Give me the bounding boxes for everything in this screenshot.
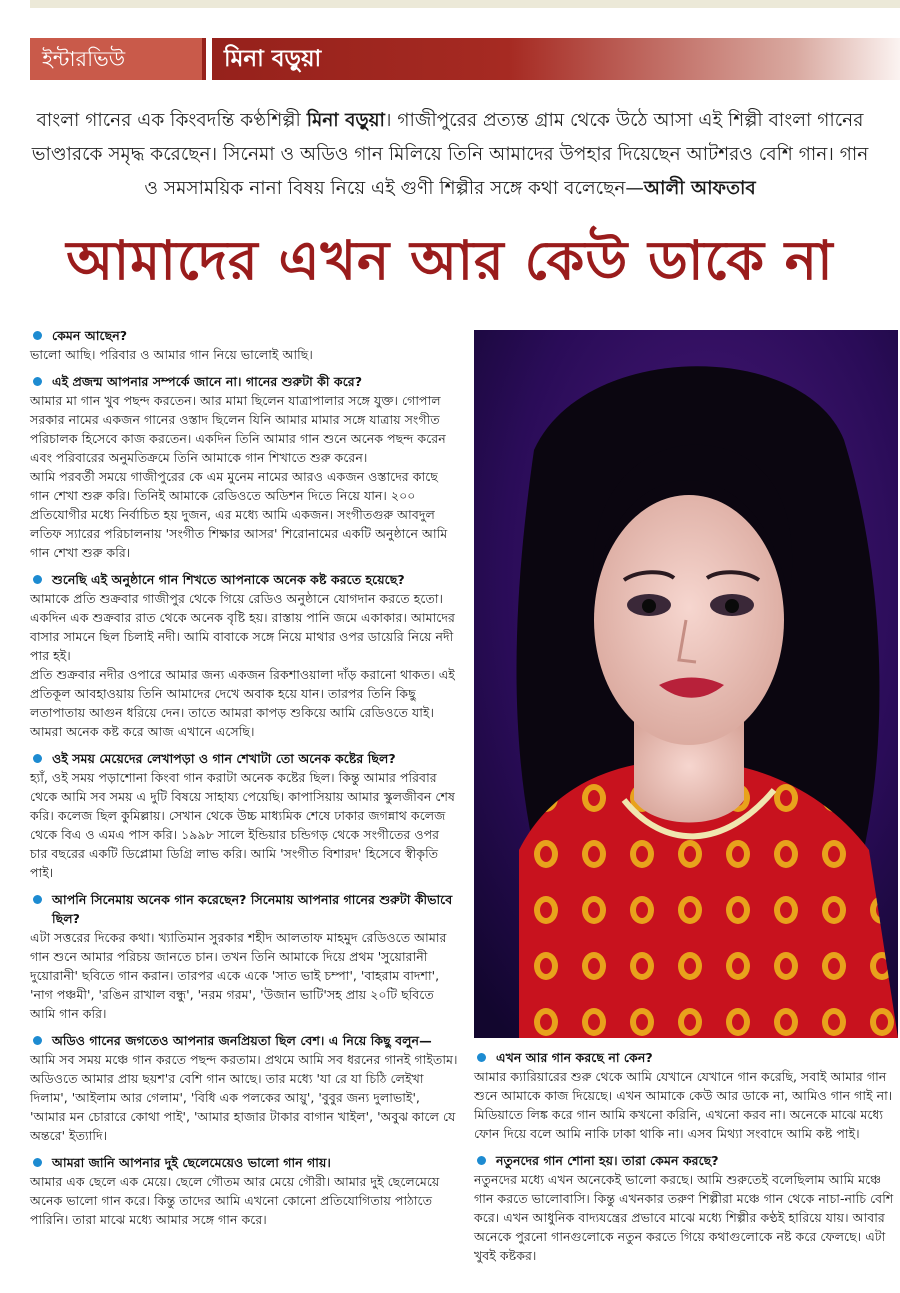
question-text: ওই সময় মেয়েদের লেখাপড়া ও গান শেখাটা তো অনেক কষ্টের ছিল? (52, 751, 396, 766)
headline: আমাদের এখন আর কেউ ডাকে না (66, 228, 834, 292)
question (474, 1151, 894, 1170)
singer-portrait (474, 330, 898, 1038)
bullet-icon (477, 1156, 486, 1165)
intro-text-2: । গাজীপুরের প্রত্যন্ত গ্রাম থেকে উঠে আসা এই শিল্পী বাংলা গানের ভাণ্ডারকে সমৃদ্ধ করেছেন। সিনেমা ও অডিও গান মিলিয়ে তিনি আমাদের উপহার দিয়েছেন আটশরও বেশি গান। গান ও সমসাময়িক নানা বিষয় নিয়ে এই গুণী শিল্পীর সঙ্গে কথা বলেছেন— (31, 110, 869, 199)
qa-block (30, 890, 458, 1023)
question-text: এই প্রজন্ম আপনার সম্পর্কে জানে না। গানের শুরুটা কী করে? (52, 374, 363, 389)
bullet-icon (33, 575, 42, 584)
question-text: আপনি সিনেমায় অনেক গান করেছেন? সিনেমায় আপনার গানের শুরুটা কীভাবে ছিল? (52, 892, 453, 926)
portrait-illustration (474, 330, 898, 1038)
section-banner (30, 38, 900, 80)
question (30, 372, 458, 391)
answer-continued: আমি পরবর্তী সময়ে গাজীপুরের কে এম মুনেম নামের আরও একজন ওস্তাদের কাছে গান শেখা শুরু করি। তিনিই আমাকে রেডিওতে অডিশন দিতে নিয়ে যান। ২০০ প্রতিযোগীর মধ্যে নির্বাচিত হয় দুজন, এর মধ্যে আমি একজন। সংগীতগুরু আবদুল লতিফ স্যারের পরিচালনায় 'সংগীত শিক্ষার আসর' শিরোনামের একটি অনুষ্ঠানে আমি গান শেখা শুরু করি। (30, 469, 448, 560)
qa-block (30, 1153, 458, 1229)
qa-block (474, 1151, 894, 1265)
question (30, 749, 458, 768)
qa-block (30, 749, 458, 882)
qa-block (30, 1031, 458, 1145)
intro-text-1: বাংলা গানের এক কিংবদন্তি কণ্ঠশিল্পী (36, 110, 307, 131)
intro-paragraph (30, 104, 870, 206)
question (30, 326, 458, 345)
answer: আমি সব সময় মঞ্চে গান করতে পছন্দ করতাম। প্রথমে আমি সব ধরনের গানই গাইতাম। অডিওতে আমার প্রায় ছয়শ'র বেশি গান আছে। তার মধ্যে 'যা রে যা চিঠি লেইখা দিলাম', 'আইলাম আর গেলাম', 'বিধি এক পলকের আয়ু', 'বুবুর জন্য দুলাভাই', 'আমার মন চোরারে কোথা পাই', 'আমার হাজার টাকার বাগান খাইল', 'অবুঝ কালে যে অন্তরে' ইত্যাদি। (30, 1052, 458, 1143)
intro-interviewer: আলী আফতাব (643, 178, 756, 199)
top-rule (30, 0, 900, 8)
answer: আমার মা গান খুব পছন্দ করতেন। আর মামা ছিলেন যাত্রাপালার সঙ্গে যুক্ত। গোপাল সরকার নামের একজন গানের ওস্তাদ ছিলেন যিনি আমার মামার সঙ্গে যাত্রায় সংগীত পরিচালক হিসেবে কাজ করতেন। একদিন তিনি আমার গান শুনে অনেক পছন্দ করেন এবং পরিবারের অনুমতিক্রমে তিনি আমাকে গান শিখাতে শুরু করেন। (30, 393, 446, 465)
question (30, 1153, 458, 1172)
banner-divider (206, 38, 212, 80)
question (30, 570, 458, 589)
answer: নতুনদের মধ্যে এখন অনেকেই ভালো করছে। আমি শুরুতেই বলেছিলাম আমি মঞ্চে গান করতে ভালোবাসি। কিন্তু এখনকার তরুণ শিল্পীরা মঞ্চে গান থেকে নাচা-নাচি বেশি করে। এখন আধুনিক বাদ্যযন্ত্রের প্রভাবে মাঝে মধ্যে শিল্পীর কণ্ঠই হারিয়ে যায়। আবার অনেকে পুরনো গানগুলোকে নতুন করতে গিয়ে কথাগুলোকে নষ্ট করে ফেলছে। এটা খুবই কষ্টকর। (474, 1172, 894, 1263)
section-label: ইন্টারভিউ (30, 38, 202, 80)
right-column (474, 1048, 894, 1273)
bullet-icon (33, 895, 42, 904)
question (30, 1031, 458, 1050)
question-text: শুনেছি এই অনুষ্ঠানে গান শিখতে আপনাকে অনেক কষ্ট করতে হয়েছে? (52, 572, 405, 587)
answer: আমাকে প্রতি শুক্রবার গাজীপুর থেকে গিয়ে রেডিও অনুষ্ঠানে যোগদান করতে হতো। একদিন এক শুক্রবার রাত থেকে অনেক বৃষ্টি হয়। রাস্তায় পানি জমে একাকার। আমাদের বাসার সামনে ছিল চিলাই নদী। আমি বাবাকে সঙ্গে নিয়ে মাথার ওপর ডায়েরি নিয়ে নদী পার হই। (30, 591, 455, 663)
left-column (30, 326, 458, 1237)
question-text: কেমন আছেন? (52, 328, 128, 343)
question-text: আমরা জানি আপনার দুই ছেলেমেয়েও ভালো গান গায়। (52, 1155, 331, 1170)
answer-continued: প্রতি শুক্রবার নদীর ওপারে আমার জন্য একজন রিকশাওয়ালা দাঁড় করানো থাকত। এই প্রতিকূল আবহাওয়ায় তিনি আমাদের দেখে অবাক হয়ে যান। তারপর তিনি কিছু লতাপাতায় আগুন ধরিয়ে দেন। তাতে আমরা কাপড় শুকিয়ে আমি রেডিওতে যাই। আমরা অনেক কষ্ট করে আজ এখানে এসেছি। (30, 667, 455, 739)
bullet-icon (33, 1158, 42, 1167)
qa-block (474, 1048, 894, 1143)
intro-singer-name: মিনা বড়ুয়া (306, 110, 385, 131)
interviewee-name: মিনা বড়ুয়া (224, 46, 322, 72)
bullet-icon (33, 377, 42, 386)
question-text: এখন আর গান করছে না কেন? (496, 1050, 653, 1065)
bullet-icon (477, 1053, 486, 1062)
question (30, 890, 458, 928)
qa-block (30, 326, 458, 364)
bullet-icon (33, 1036, 42, 1045)
answer: আমার এক ছেলে এক মেয়ে। ছেলে গৌতম আর মেয়ে গৌরী। আমার দুই ছেলেমেয়ে অনেক ভালো গান করে। কিন্তু তাদের আমি এখনো কোনো প্রতিযোগিতায় পাঠাতে পারিনি। তারা মাঝে মধ্যে আমার সঙ্গে গান করে। (30, 1174, 440, 1227)
answer: ভালো আছি। পরিবার ও আমার গান নিয়ে ভালোই আছি। (30, 347, 313, 362)
question-text: অডিও গানের জগতেও আপনার জনপ্রিয়তা ছিল বেশ। এ নিয়ে কিছু বলুন— (52, 1033, 432, 1048)
question (474, 1048, 894, 1067)
bullet-icon (33, 754, 42, 763)
answer: এটা সত্তরের দিকের কথা। খ্যাতিমান সুরকার শহীদ আলতাফ মাহমুদ রেডিওতে আমার গান শুনে আমার পরিচয় জানতে চান। তখন তিনি আমাকে দিয়ে প্রথম 'সুয়োরানী দুয়োরানী' ছবিতে গান করান। তারপর একে একে 'সাত ভাই চম্পা', 'বাহরাম বাদশা', 'নাগ পঞ্চমী', 'রঙিন রাখাল বন্ধু', 'নরম গরম', 'উজান ভাটি'সহ প্রায় ২০টি ছবিতে আমি গান করি। (30, 930, 447, 1021)
qa-block (30, 570, 458, 741)
question-text: নতুনদের গান শোনা হয়। তারা কেমন করছে? (496, 1153, 719, 1168)
answer: হ্যাঁ, ওই সময় পড়াশোনা কিংবা গান করাটা অনেক কষ্টের ছিল। কিন্তু আমার পরিবার থেকে আমি সব সময় এ দুটি বিষয়ে সাহায্য পেয়েছি। কাপাসিয়ায় আমার স্কুলজীবন শেষ করি। কলেজ ছিল কুমিল্লায়। সেখান থেকে উচ্চ মাধ্যমিক শেষে ঢাকার জগন্নাথ কলেজ থেকে বিএ ও এমএ পাস করি। ১৯৯৮ সালে ইন্ডিয়ার চন্ডিগড় থেকে সংগীতের ওপর চার বছরের একটি ডিপ্লোমা ডিগ্রি লাভ করি। আমি 'সংগীত বিশারদ' হিসেবে স্বীকৃতি পাই। (30, 770, 455, 880)
qa-block (30, 372, 458, 562)
bullet-icon (33, 331, 42, 340)
answer: আমার ক্যারিয়ারের শুরু থেকে আমি যেখানে যেখানে গান করেছি, সবাই আমার গান শুনে আমাকে কাজ দিয়েছে। এখন আমাকে কেউ আর ডাকে না, আমিও গান গাই না। মিডিয়াতে লিঙ্ক করে গান আমি কখনো করিনি, এখনো করব না। অনেকে মাঝে মধ্যে ফোন দিয়ে বলে আমি নাকি ঢাকা থাকি না। এসব মিথ্যা সংবাদে আমি কষ্ট পাই। (474, 1069, 893, 1141)
